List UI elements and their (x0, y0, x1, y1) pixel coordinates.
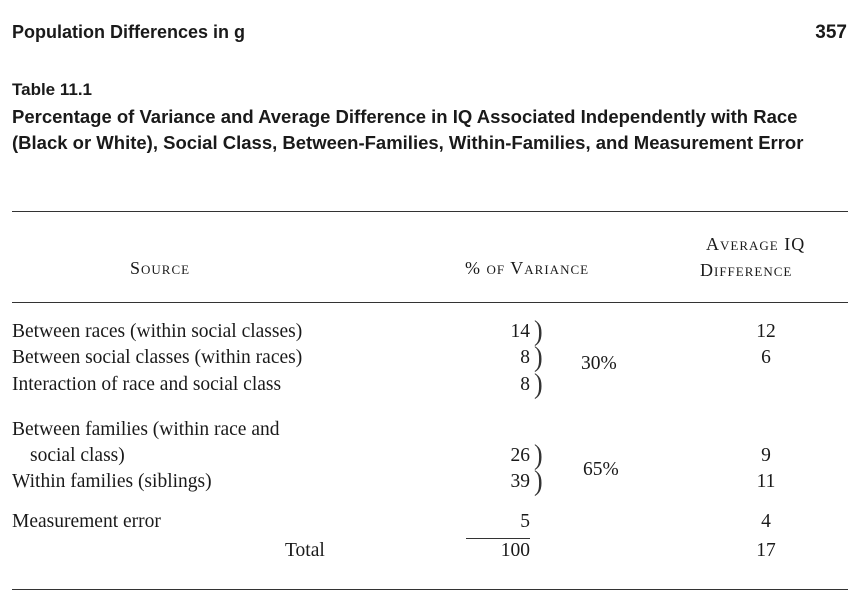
table-bottom-rule (12, 589, 848, 590)
page-number: 357 (815, 22, 847, 43)
row-variance: 26 (510, 445, 530, 466)
table-top-rule (12, 211, 848, 212)
group-brace: ) (534, 464, 543, 497)
group-brace: ) (534, 314, 543, 347)
row-average-total: 17 (756, 540, 776, 561)
group-total-variance: 30% (581, 353, 617, 374)
column-header-source: Source (130, 258, 191, 278)
row-variance: 8 (520, 374, 530, 395)
group-brace: ) (534, 367, 543, 400)
row-variance: 14 (510, 321, 530, 342)
row-source: Measurement error (12, 511, 161, 532)
table-header-rule (12, 302, 848, 303)
group-total-variance: 65% (583, 459, 619, 480)
table-caption: Percentage of Variance and Average Difference in IQ Associated Independently with Race (Black or White), Social Class, Between-Families, Within-Families, and Measurement Error (12, 106, 804, 153)
row-source: Between social classes (within races) (12, 347, 303, 368)
row-variance: 8 (520, 347, 530, 368)
row-source: Interaction of race and social class (12, 374, 282, 395)
row-average: 11 (756, 471, 776, 492)
total-underline (466, 538, 530, 539)
row-source: Between families (within race and (12, 419, 280, 440)
row-variance: 5 (520, 511, 530, 532)
row-average: 12 (756, 321, 776, 342)
row-average: 6 (761, 347, 771, 368)
running-head: Population Differences in g (12, 22, 246, 42)
row-source: social class) (30, 445, 125, 466)
row-source-total: Total (285, 540, 325, 561)
column-header-difference: Difference (700, 260, 793, 280)
row-average: 4 (761, 511, 771, 532)
column-header-variance: % of Variance (465, 258, 590, 278)
table-number: Table 11.1 (12, 80, 93, 99)
row-variance-total: 100 (500, 540, 530, 561)
row-variance: 39 (510, 471, 530, 492)
column-header-average-iq: Average IQ (706, 234, 806, 254)
row-source: Between races (within social classes) (12, 321, 303, 342)
row-source: Within families (siblings) (12, 471, 212, 492)
group-brace: ) (534, 438, 543, 471)
row-average: 9 (761, 445, 771, 466)
group-brace: ) (534, 340, 543, 373)
